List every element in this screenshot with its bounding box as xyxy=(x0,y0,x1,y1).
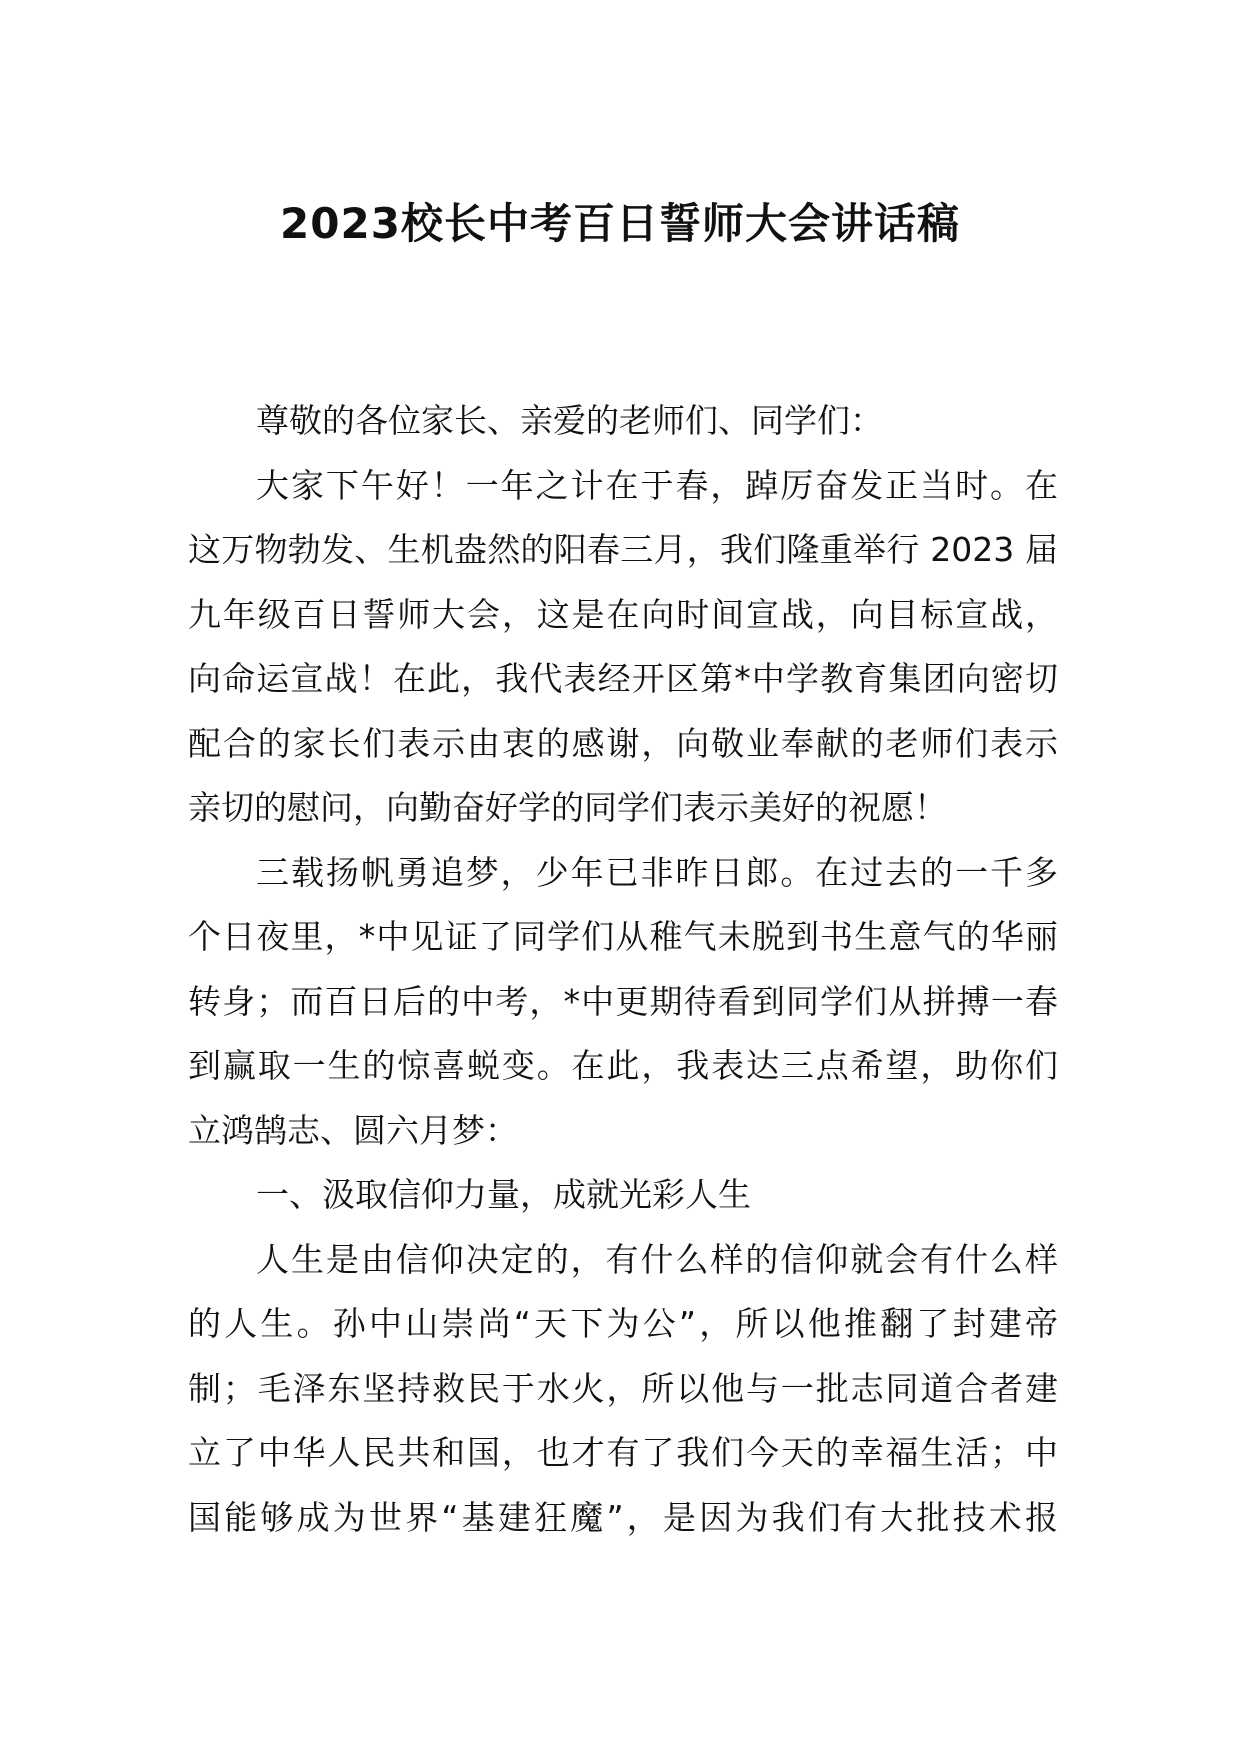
paragraph-line: 九年级百日誓师大会，这是在向时间宣战，向目标宣战， xyxy=(188,594,1058,634)
paragraph-line: 制；毛泽东坚持救民于水火，所以他与一批志同道合者建 xyxy=(188,1368,1058,1408)
paragraph-line: 配合的家长们表示由衷的感谢，向敬业奉献的老师们表示 xyxy=(188,723,1058,763)
section-heading: 一、汲取信仰力量，成就光彩人生 xyxy=(256,1175,751,1214)
paragraph-line: 人生是由信仰决定的，有什么样的信仰就会有什么样 xyxy=(256,1239,1058,1279)
document-title: 2023校长中考百日誓师大会讲话稿 xyxy=(280,199,960,248)
paragraph-line: 向命运宣战！在此，我代表经开区第*中学教育集团向密切 xyxy=(188,659,1058,698)
paragraph-line: 三载扬帆勇追梦，少年已非昨日郎。在过去的一千多 xyxy=(256,852,1058,892)
document-body xyxy=(188,389,1058,1550)
paragraph-line: 这万物勃发、生机盎然的阳春三月，我们隆重举行 2023 届 xyxy=(188,530,1058,569)
paragraph-line: 大家下午好！一年之计在于春，踔厉奋发正当时。在 xyxy=(256,465,1058,505)
paragraph-line: 立了中华人民共和国，也才有了我们今天的幸福生活；中 xyxy=(188,1433,1058,1472)
paragraph-line: 到赢取一生的惊喜蜕变。在此，我表达三点希望，助你们 xyxy=(188,1046,1058,1085)
paragraph-line: 个日夜里，*中见证了同学们从稚气未脱到书生意气的华丽 xyxy=(188,917,1058,956)
paragraph-line: 国能够成为世界“基建狂魔”，是因为我们有大批技术报 xyxy=(188,1497,1058,1537)
paragraph-line: 转身；而百日后的中考，*中更期待看到同学们从拼搏一春 xyxy=(188,981,1058,1021)
paragraph-line: 亲切的慰问，向勤奋好学的同学们表示美好的祝愿！ xyxy=(188,788,947,827)
paragraph-line: 的人生。孙中山崇尚“天下为公”，所以他推翻了封建帝 xyxy=(188,1304,1058,1343)
paragraph-line: 立鸿鹄志、圆六月梦： xyxy=(188,1110,518,1150)
salutation-line: 尊敬的各位家长、亲爱的老师们、同学们： xyxy=(256,401,883,440)
